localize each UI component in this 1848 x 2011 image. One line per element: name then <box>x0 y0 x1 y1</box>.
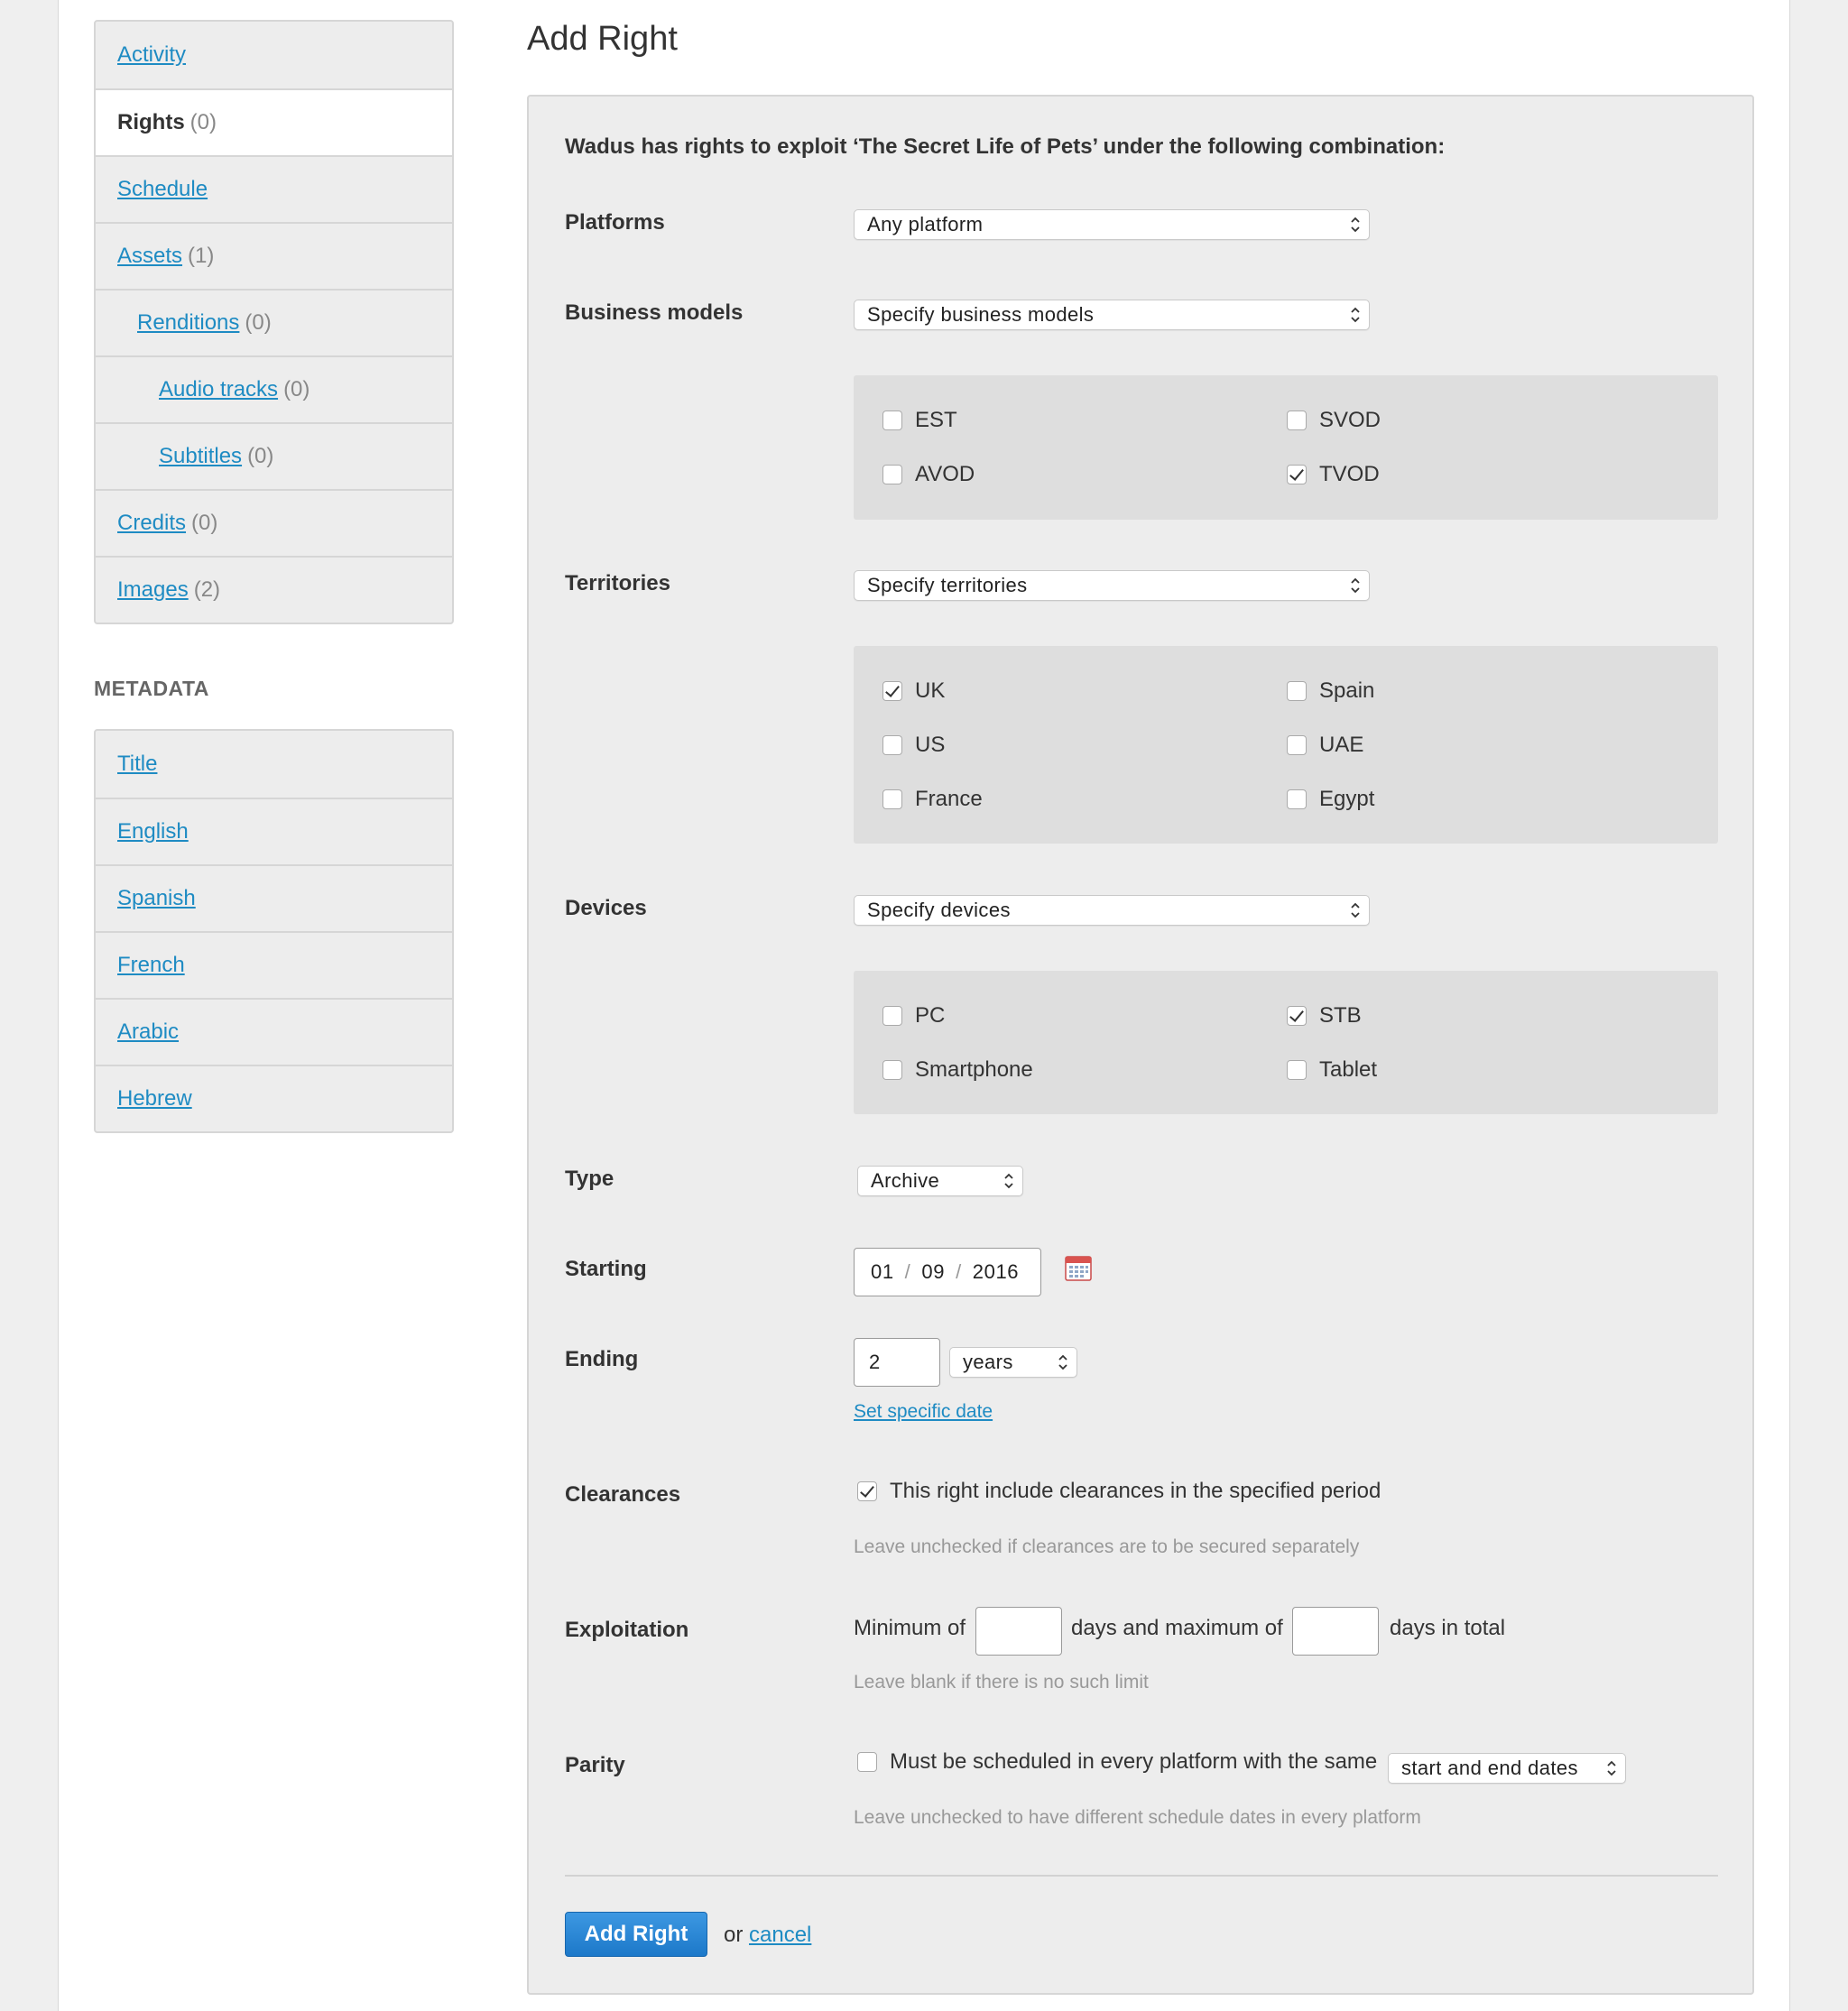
territory-uk-checkbox[interactable] <box>882 681 902 701</box>
exploitation-middle: days and maximum of <box>1071 1616 1283 1640</box>
sidebar-link-activity[interactable]: Activity <box>117 42 187 67</box>
parity-dates-value: start and end dates <box>1401 1757 1578 1779</box>
territory-us-checkbox[interactable] <box>882 735 902 755</box>
territory-egypt[interactable] <box>1287 787 1374 812</box>
metadata-item-spanish[interactable] <box>96 864 452 931</box>
device-tablet[interactable] <box>1287 1057 1377 1083</box>
metadata-link-spanish[interactable]: Spanish <box>117 886 196 910</box>
select-arrows-icon <box>1057 1352 1069 1372</box>
parity-option[interactable] <box>857 1749 1377 1775</box>
date-separator: / <box>956 1260 962 1283</box>
business-model-tvod[interactable] <box>1287 462 1380 487</box>
device-pc-checkbox[interactable] <box>882 1006 902 1026</box>
territory-uae-checkbox[interactable] <box>1287 735 1307 755</box>
metadata-heading: METADATA <box>94 677 209 700</box>
select-arrows-icon <box>1349 900 1362 920</box>
business-model-svod-label: SVOD <box>1319 408 1381 432</box>
sidebar-item-subtitles[interactable] <box>96 422 452 489</box>
cancel-link[interactable]: cancel <box>749 1923 812 1947</box>
metadata-item-hebrew[interactable] <box>96 1065 452 1131</box>
business-model-avod-checkbox[interactable] <box>882 465 902 484</box>
business-model-avod-label: AVOD <box>915 462 975 486</box>
exploitation-min-input[interactable] <box>975 1607 1062 1656</box>
devices-label: Devices <box>565 896 647 920</box>
exploitation-label: Exploitation <box>565 1618 689 1642</box>
metadata-nav <box>94 729 454 1133</box>
devices-select-value: Specify devices <box>867 899 1011 921</box>
metadata-item-french[interactable] <box>96 931 452 998</box>
sidebar-item-assets[interactable] <box>96 222 452 289</box>
business-model-est-label: EST <box>915 408 957 432</box>
page-title: Add Right <box>527 20 678 58</box>
business-models-select[interactable] <box>854 300 1370 330</box>
device-stb[interactable] <box>1287 1003 1362 1029</box>
ending-unit-value: years <box>963 1351 1013 1373</box>
exploitation-help: Leave blank if there is no such limit <box>854 1672 1149 1693</box>
set-specific-date-link[interactable]: Set specific date <box>854 1401 993 1422</box>
territory-us-label: US <box>915 733 946 757</box>
starting-day[interactable]: 01 <box>871 1260 894 1283</box>
territory-uk-label: UK <box>915 678 946 703</box>
sidebar-link-assets[interactable]: Assets <box>117 244 183 268</box>
starting-month[interactable]: 09 <box>921 1260 946 1283</box>
business-models-label: Business models <box>565 300 744 325</box>
device-smartphone-label: Smartphone <box>915 1057 1033 1082</box>
form-intro: Wadus has rights to exploit ‘The Secret Life of Pets’ under the following combination: <box>565 134 1446 159</box>
sidebar-item-images[interactable] <box>96 556 452 623</box>
parity-help: Leave unchecked to have different schedule dates in every platform <box>854 1807 1421 1828</box>
sidebar-count-assets: (1) <box>188 244 215 268</box>
device-tablet-checkbox[interactable] <box>1287 1060 1307 1080</box>
device-pc-label: PC <box>915 1003 946 1028</box>
metadata-link-french[interactable]: French <box>117 953 185 977</box>
parity-label: Parity <box>565 1753 625 1777</box>
business-model-tvod-checkbox[interactable] <box>1287 465 1307 484</box>
date-separator: / <box>904 1260 911 1283</box>
type-label: Type <box>565 1167 614 1191</box>
sidebar-item-credits[interactable] <box>96 489 452 556</box>
sidebar-count-images: (2) <box>193 577 221 602</box>
device-stb-checkbox[interactable] <box>1287 1006 1307 1026</box>
territory-france-label: France <box>915 787 983 811</box>
add-right-button[interactable]: Add Right <box>565 1912 707 1957</box>
sidebar-count-rights: (0) <box>189 110 217 134</box>
platforms-label: Platforms <box>565 210 665 235</box>
metadata-item-english[interactable] <box>96 798 452 864</box>
territories-select-value: Specify territories <box>867 574 1028 596</box>
exploitation-prefix: Minimum of <box>854 1616 966 1640</box>
sidebar-item-audio-tracks[interactable] <box>96 355 452 422</box>
platforms-select-value: Any platform <box>867 213 984 235</box>
sidebar-count-credits: (0) <box>191 511 218 535</box>
metadata-link-title[interactable]: Title <box>117 752 158 776</box>
business-model-est[interactable] <box>882 408 957 433</box>
sidebar-link-credits[interactable]: Credits <box>117 511 187 535</box>
clearances-label: Clearances <box>565 1482 681 1507</box>
business-model-svod-checkbox[interactable] <box>1287 411 1307 430</box>
device-pc[interactable] <box>882 1003 945 1029</box>
or-text: or <box>724 1923 744 1947</box>
metadata-item-arabic[interactable] <box>96 998 452 1065</box>
sidebar-link-schedule[interactable]: Schedule <box>117 177 208 201</box>
platforms-select[interactable] <box>854 209 1370 240</box>
territory-france[interactable] <box>882 787 983 812</box>
select-arrows-icon <box>1349 305 1362 325</box>
metadata-link-english[interactable]: English <box>117 819 189 844</box>
business-model-svod[interactable] <box>1287 408 1381 433</box>
sidebar-count-audio-tracks: (0) <box>283 377 310 401</box>
territory-spain-label: Spain <box>1319 678 1375 703</box>
sidebar-item-renditions[interactable] <box>96 289 452 355</box>
starting-year[interactable]: 2016 <box>972 1260 1020 1283</box>
exploitation-suffix: days in total <box>1390 1616 1506 1640</box>
territories-options <box>854 646 1718 844</box>
sidebar-item-schedule[interactable] <box>96 155 452 222</box>
territory-uae[interactable] <box>1287 733 1363 758</box>
type-select-value: Archive <box>871 1169 940 1192</box>
parity-checkbox[interactable] <box>857 1752 877 1772</box>
parity-checkbox-label: Must be scheduled in every platform with the same <box>890 1749 1378 1774</box>
clearances-checkbox[interactable] <box>857 1481 877 1501</box>
territory-spain-checkbox[interactable] <box>1287 681 1307 701</box>
device-smartphone-checkbox[interactable] <box>882 1060 902 1080</box>
sidebar-link-audio-tracks[interactable]: Audio tracks <box>159 377 279 401</box>
select-arrows-icon <box>1349 215 1362 235</box>
sidebar-nav <box>94 20 454 624</box>
select-arrows-icon <box>1349 576 1362 595</box>
territories-select[interactable] <box>854 570 1370 601</box>
exploitation-max-input[interactable] <box>1292 1607 1379 1656</box>
metadata-link-arabic[interactable]: Arabic <box>117 1019 180 1044</box>
select-arrows-icon <box>1605 1758 1618 1778</box>
form-divider <box>565 1875 1718 1877</box>
territory-france-checkbox[interactable] <box>882 789 902 809</box>
ending-label: Ending <box>565 1347 639 1371</box>
business-model-tvod-label: TVOD <box>1319 462 1380 486</box>
type-select[interactable] <box>857 1166 1023 1196</box>
clearances-help: Leave unchecked if clearances are to be secured separately <box>854 1536 1360 1557</box>
devices-select[interactable] <box>854 895 1370 926</box>
device-smartphone[interactable] <box>882 1057 1033 1083</box>
sidebar-item-activity[interactable] <box>96 22 452 88</box>
territories-label: Territories <box>565 571 670 595</box>
business-models-select-value: Specify business models <box>867 303 1095 326</box>
territory-us[interactable] <box>882 733 945 758</box>
device-stb-label: STB <box>1319 1003 1362 1028</box>
sidebar-label-rights: Rights <box>117 110 185 134</box>
clearances-checkbox-label: This right include clearances in the specified period <box>890 1479 1381 1503</box>
starting-label: Starting <box>565 1257 647 1281</box>
device-tablet-label: Tablet <box>1319 1057 1378 1082</box>
ending-duration-input[interactable]: 2 <box>854 1338 940 1387</box>
sidebar-item-rights[interactable] <box>96 88 452 155</box>
devices-options <box>854 971 1718 1114</box>
sidebar-count-renditions: (0) <box>245 310 272 335</box>
metadata-link-hebrew[interactable]: Hebrew <box>117 1086 192 1111</box>
territory-uae-label: UAE <box>1319 733 1364 757</box>
calendar-icon[interactable] <box>1065 1255 1092 1282</box>
business-models-options <box>854 375 1718 520</box>
starting-date-input[interactable] <box>854 1248 1041 1296</box>
metadata-item-title[interactable] <box>96 731 452 798</box>
business-model-avod[interactable] <box>882 462 975 487</box>
parity-dates-select[interactable] <box>1388 1753 1626 1784</box>
territory-egypt-checkbox[interactable] <box>1287 789 1307 809</box>
add-right-form <box>527 95 1754 1995</box>
territory-spain[interactable] <box>1287 678 1374 704</box>
territory-egypt-label: Egypt <box>1319 787 1375 811</box>
ending-unit-select[interactable] <box>949 1347 1077 1378</box>
sidebar-link-images[interactable]: Images <box>117 577 189 602</box>
clearances-option[interactable] <box>857 1479 1381 1504</box>
select-arrows-icon <box>1003 1171 1015 1191</box>
business-model-est-checkbox[interactable] <box>882 411 902 430</box>
sidebar-link-renditions[interactable]: Renditions <box>137 310 240 335</box>
territory-uk[interactable] <box>882 678 945 704</box>
sidebar-link-subtitles[interactable]: Subtitles <box>159 444 243 468</box>
sidebar-count-subtitles: (0) <box>247 444 274 468</box>
